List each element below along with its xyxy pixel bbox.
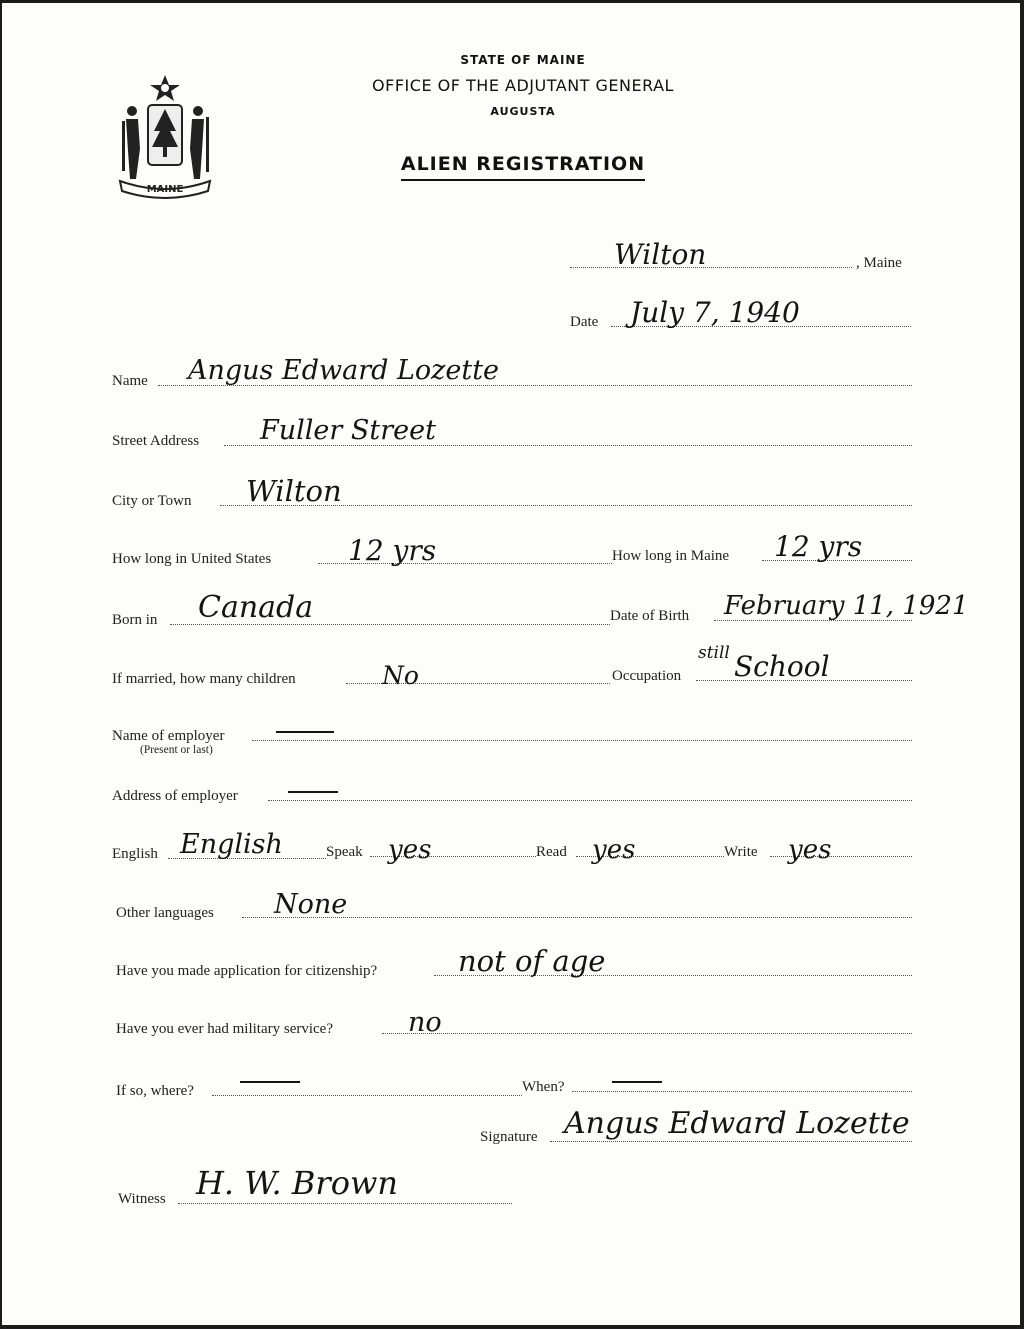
english-entry: English [180,829,283,860]
place-entry: Wilton [614,238,707,271]
city-entry: Wilton [246,474,342,508]
children-entry: No [382,661,419,690]
signature-line [550,1141,912,1142]
occupation-label: Occupation [612,668,682,684]
signature-entry: Angus Edward Lozette [564,1106,910,1141]
citizenship-label: Have you made application for citizenship? [116,963,378,979]
header-state: STATE OF MAINE [460,53,586,67]
signature-label: Signature [480,1129,538,1145]
employer-name-label: Name of employer [112,728,225,744]
date-of-birth-entry: February 11, 1921 [724,591,969,621]
registration-form [2,3,1020,1325]
place-line [570,267,852,268]
when-line [572,1091,912,1092]
how-long-maine-entry: 12 yrs [774,530,863,563]
write-entry: yes [788,835,832,865]
children-label: If married, how many children [112,671,296,687]
maine-label: , Maine [856,255,902,271]
street-label: Street Address [112,433,200,449]
how-long-us-entry: 12 yrs [348,534,437,567]
city-label: City or Town [112,493,192,509]
header-city: AUGUSTA [490,105,556,118]
write-label: Write [724,844,758,860]
military-label: Have you ever had military service? [116,1021,333,1037]
seal-label: MAINE [146,184,184,195]
speak-entry: yes [388,835,432,865]
speak-label: Speak [326,844,363,860]
employer-address-line [268,800,912,801]
other-languages-label: Other languages [116,905,214,921]
witness-label: Witness [118,1191,166,1207]
name-label: Name [112,373,148,389]
date-label: Date [570,314,599,330]
military-entry: no [408,1007,442,1038]
if-so-where-label: If so, where? [116,1083,194,1099]
occupation-entry: School [734,650,830,683]
form-title-text: ALIEN REGISTRATION [401,153,645,181]
military-line [382,1033,912,1034]
form-title [2,153,1020,175]
when-dash [612,1081,662,1083]
employer-address-label: Address of employer [112,788,238,804]
employer-name-sublabel: (Present or last) [140,744,213,756]
other-languages-entry: None [274,889,348,920]
header-office: OFFICE OF THE ADJUTANT GENERAL [372,76,674,95]
date-entry: July 7, 1940 [630,296,800,329]
witness-entry: H. W. Brown [196,1164,398,1202]
occupation-prefix-entry: still [698,643,730,663]
when-label: When? [522,1079,565,1095]
name-entry: Angus Edward Lozette [188,355,500,386]
read-label: Read [536,844,567,860]
read-entry: yes [592,835,636,865]
employer-address-dash [288,791,338,793]
how-long-maine-label: How long in Maine [612,548,730,564]
employer-name-dash [276,731,334,733]
date-of-birth-label: Date of Birth [610,608,690,624]
street-entry: Fuller Street [260,415,436,446]
how-long-us-label: How long in United States [112,551,272,567]
citizenship-entry: not of age [458,944,606,978]
witness-line [178,1203,512,1204]
english-label: English [112,846,158,862]
if-so-where-line [212,1095,522,1096]
born-in-label: Born in [112,612,158,628]
born-in-entry: Canada [198,590,314,625]
employer-name-line [252,740,912,741]
if-so-where-dash [240,1081,300,1083]
